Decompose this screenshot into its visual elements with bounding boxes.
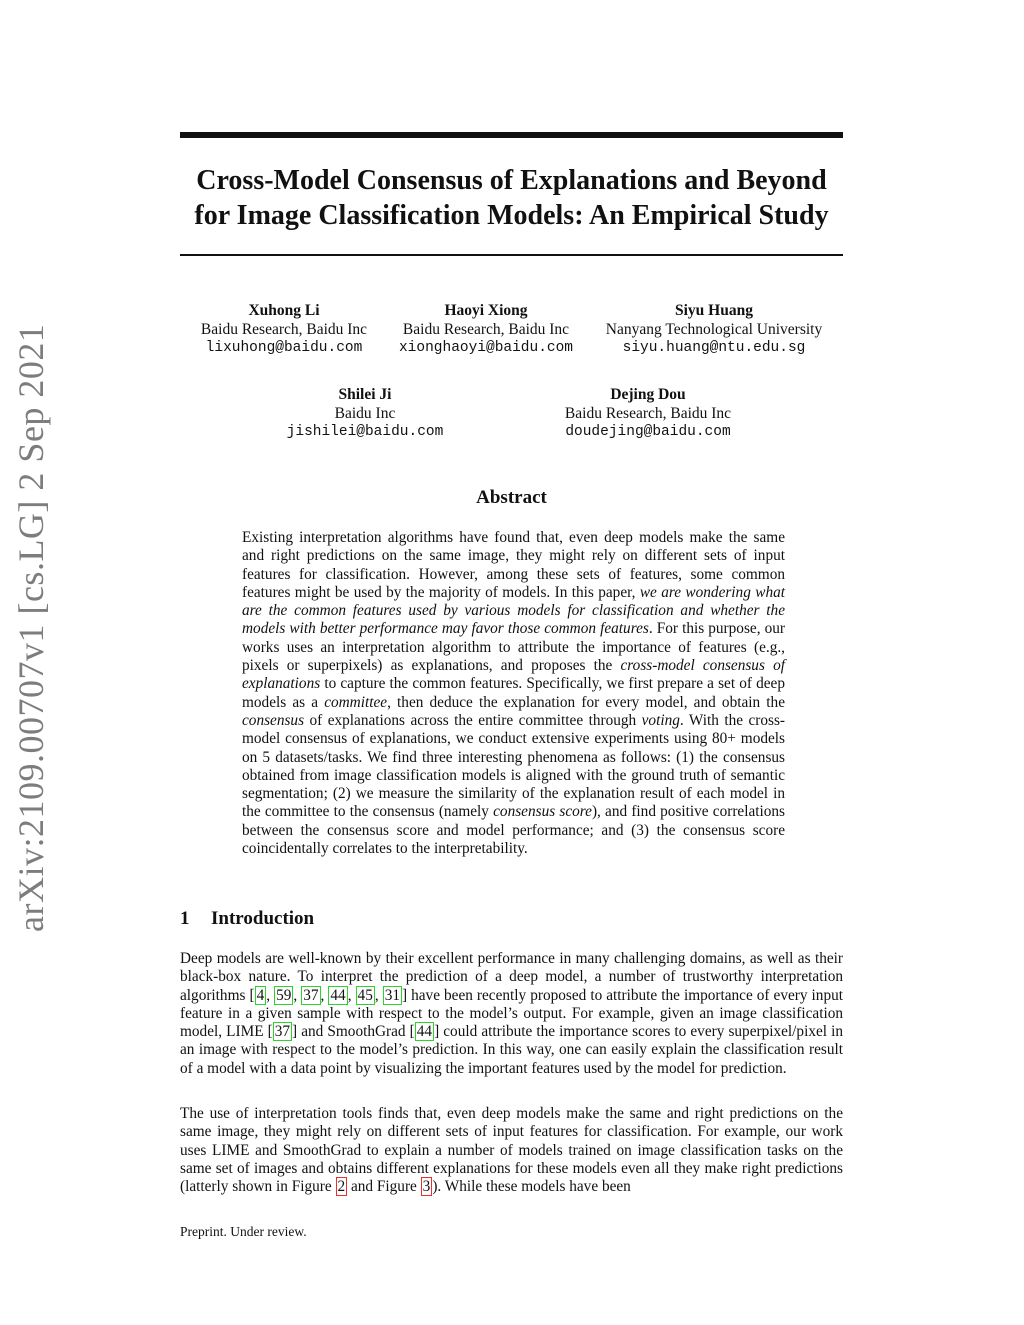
author-name: Xuhong Li bbox=[248, 302, 320, 319]
citation-link[interactable]: 31 bbox=[384, 986, 400, 1004]
author-block-4 bbox=[275, 385, 455, 442]
title-line-1: Cross-Model Consensus of Explanations and Beyond bbox=[196, 165, 827, 196]
abstract-heading: Abstract bbox=[476, 487, 547, 508]
intro-paragraph-1: Deep models are well-known by their excellent performance in many challenging domains, as well as their black-box nature. To interpret the prediction of a deep model, a number of trustworthy interpretation algorithms [ 4 , 59 , 37 , 44 , 45 , 31 ] have been recently proposed to attribute the importance of every input feature in a given sample with respect to the model’s output. For example, given an image classification model, LIME [ 37 ] and SmoothGrad [ 44 ] could attribute the importance scores to every superpixel/pixel in an image with respect to the model’s prediction. In this way, one can easily explain the classification result of a model with a data point by visualizing the important features used by the model for prediction. bbox=[180, 950, 843, 1077]
figure-ref-link[interactable]: 2 bbox=[337, 1178, 346, 1196]
citation-link[interactable]: 37 bbox=[303, 986, 319, 1004]
author-block-3 bbox=[588, 301, 840, 358]
author-block-1 bbox=[182, 301, 386, 358]
title-line-2: for Image Classification Models: An Empirical Study bbox=[194, 200, 829, 231]
citation-link[interactable]: 37 bbox=[274, 1023, 291, 1041]
author-name: Siyu Huang bbox=[675, 302, 753, 319]
citation-link[interactable]: 59 bbox=[276, 986, 292, 1004]
abstract-text: Existing interpretation algorithms have found that, even deep models make the same and right predictions on the same image, they might rely on different sets of input features for classification. However, among these sets of features, some common features might be used by the majority of models. In this paper, we are wondering what are the common features used by various models for classification and whether the models with better performance may favor those common features. For this purpose, our works uses an interpretation algorithm to attribute the importance of features (e.g., pixels or superpixels) as explanations, and proposes the cross-model consensus of explanations to capture the common features. Specifically, we first prepare a set of deep models as a committee, then deduce the explanation for every model, and obtain the consensus of explanations across the entire committee through voting. With the cross-model consensus of explanations, we conduct extensive experiments using 80+ models on 5 datasets/tasks. We find three interesting phenomena as follows: (1) the consensus obtained from image classification models is aligned with the ground truth of semantic segmentation; (2) we measure the similarity of the explanation result of each model in the committee to the consensus (namely consensus score), and find positive correlations between the consensus score and model performance; and (3) the consensus score coincidentally correlates to the interpretability. bbox=[242, 529, 785, 858]
author-email[interactable]: lixuhong@baidu.com bbox=[205, 340, 363, 356]
section-title: Introduction bbox=[211, 908, 315, 929]
author-affiliation: Baidu Research, Baidu Inc bbox=[402, 321, 570, 338]
citation-link[interactable]: 45 bbox=[357, 986, 373, 1004]
author-block-5 bbox=[542, 385, 754, 442]
author-affiliation: Baidu Research, Baidu Inc bbox=[200, 321, 368, 338]
author-email[interactable]: xionghaoyi@baidu.com bbox=[398, 340, 574, 356]
author-email[interactable]: siyu.huang@ntu.edu.sg bbox=[622, 340, 806, 356]
author-name: Haoyi Xiong bbox=[444, 302, 528, 319]
author-email[interactable]: doudejing@baidu.com bbox=[565, 424, 731, 440]
paper-title bbox=[180, 163, 843, 233]
author-email[interactable]: jishilei@baidu.com bbox=[286, 424, 444, 440]
author-affiliation: Baidu Inc bbox=[334, 405, 396, 422]
figure-ref-link[interactable]: 3 bbox=[422, 1178, 431, 1196]
author-affiliation: Nanyang Technological University bbox=[605, 321, 823, 338]
author-name: Dejing Dou bbox=[610, 386, 686, 403]
author-block-2 bbox=[384, 301, 588, 358]
citation-link[interactable]: 44 bbox=[416, 1023, 433, 1041]
title-top-rule bbox=[180, 132, 843, 138]
author-name: Shilei Ji bbox=[338, 386, 392, 403]
author-affiliation: Baidu Research, Baidu Inc bbox=[564, 405, 732, 422]
citation-link[interactable]: 44 bbox=[330, 986, 346, 1004]
citation-link[interactable]: 4 bbox=[256, 986, 265, 1004]
arxiv-identifier: arXiv:2109.00707v1 [cs.LG] 2 Sep 2021 bbox=[11, 323, 51, 932]
title-bottom-rule bbox=[180, 254, 843, 256]
preprint-footer: Preprint. Under review. bbox=[180, 1224, 307, 1239]
section-number: 1 bbox=[180, 908, 190, 929]
intro-paragraph-2: The use of interpretation tools finds that, even deep models make the same and right predictions on the same image, they might rely on different sets of input features for classification. For example, our work uses LIME and SmoothGrad to explain a number of models trained on image classification tasks on the same set of images and obtains different explanations for these models even all they make right predictions (latterly shown in Figure 2 and Figure 3 ). While these models have been bbox=[180, 1105, 843, 1196]
section-heading-introduction bbox=[180, 908, 314, 930]
